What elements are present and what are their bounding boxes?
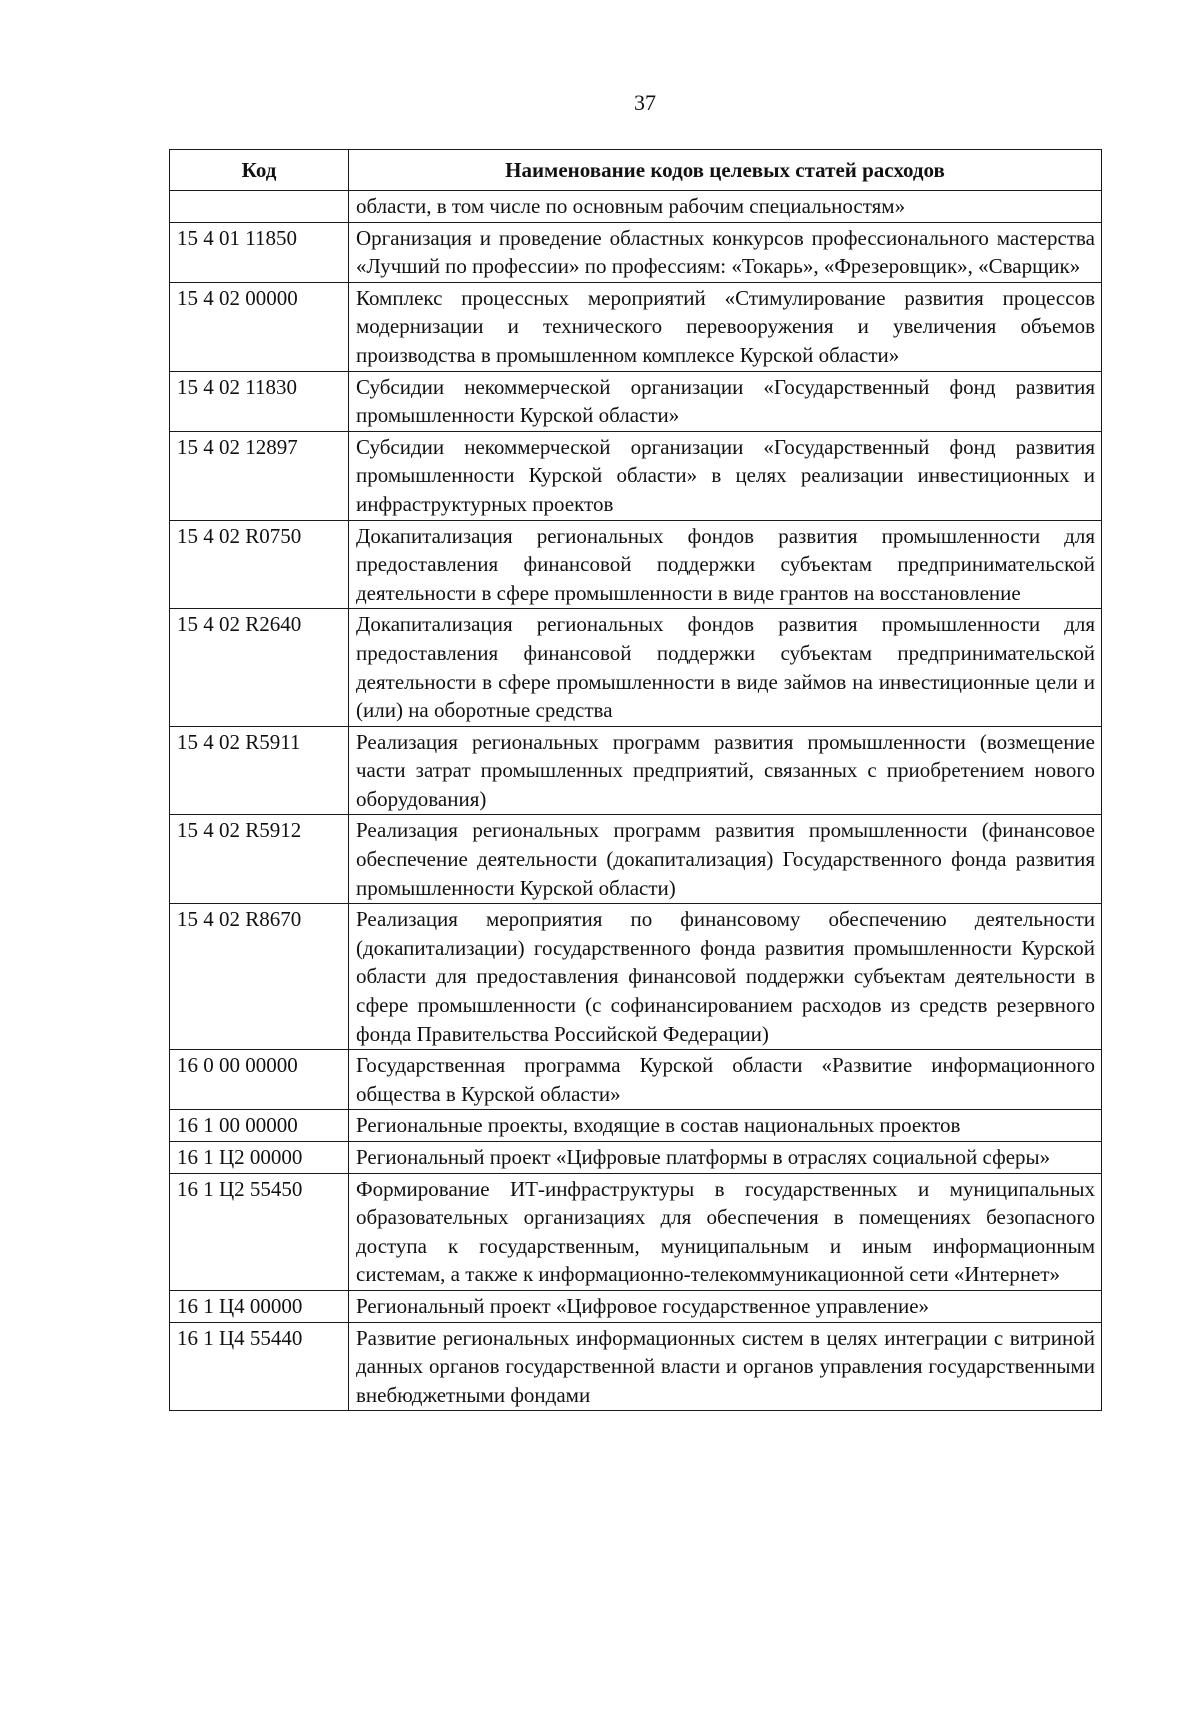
row-code: 16 0 00 00000 bbox=[170, 1050, 349, 1110]
row-name: Государственная программа Курской области «Развитие информационного общества в Курской области» bbox=[349, 1050, 1102, 1110]
row-name: Субсидии некоммерческой организации «Государственный фонд развития промышленности Курской области» bbox=[349, 371, 1102, 431]
row-code: 15 4 01 11850 bbox=[170, 222, 349, 282]
table-row bbox=[170, 431, 1102, 520]
row-name: Реализация региональных программ развития промышленности (финансовое обеспечение деятельности (докапитализация) Государственного фонда развития промышленности Курской области) bbox=[349, 815, 1102, 904]
row-name: Региональный проект «Цифровые платформы в отраслях социальной сферы» bbox=[349, 1142, 1102, 1174]
row-name: Комплекс процессных мероприятий «Стимулирование развития процессов модернизации и технического перевооружения и увеличения объемов производства в промышленном комплексе Курской области» bbox=[349, 282, 1102, 371]
row-name: Организация и проведение областных конкурсов профессионального мастерства «Лучший по профессии» по профессиям: «Токарь», «Фрезеровщик», «Сварщик» bbox=[349, 222, 1102, 282]
row-code: 15 4 02 R2640 bbox=[170, 609, 349, 726]
row-code bbox=[170, 191, 349, 223]
table-row bbox=[170, 1050, 1102, 1110]
row-code: 16 1 Ц4 55440 bbox=[170, 1322, 349, 1411]
target-expense-codes-table bbox=[169, 149, 1102, 1411]
row-code: 15 4 02 R5912 bbox=[170, 815, 349, 904]
code-column-header: Код bbox=[170, 150, 349, 191]
table-row bbox=[170, 1142, 1102, 1174]
page-number: 37 bbox=[634, 90, 656, 115]
row-code: 15 4 02 R0750 bbox=[170, 520, 349, 609]
row-code: 15 4 02 12897 bbox=[170, 431, 349, 520]
table-row bbox=[170, 609, 1102, 726]
row-code: 15 4 02 R5911 bbox=[170, 726, 349, 815]
row-name: Развитие региональных информационных систем в целях интеграции с витриной данных органов государственной власти и органов управления государственными внебюджетными фондами bbox=[349, 1322, 1102, 1411]
row-name: Субсидии некоммерческой организации «Государственный фонд развития промышленности Курской области» в целях реализации инвестиционных и инфраструктурных проектов bbox=[349, 431, 1102, 520]
row-name: Докапитализация региональных фондов развития промышленности для предоставления финансовой поддержки субъектам предпринимательской деятельности в сфере промышленности в виде грантов на восстановление bbox=[349, 520, 1102, 609]
name-column-header: Наименование кодов целевых статей расходов bbox=[349, 150, 1102, 191]
table-row bbox=[170, 1322, 1102, 1411]
row-name: Региональные проекты, входящие в состав национальных проектов bbox=[349, 1110, 1102, 1142]
row-name: Реализация региональных программ развития промышленности (возмещение части затрат промышленных предприятий, связанных с приобретением нового оборудования) bbox=[349, 726, 1102, 815]
row-code: 15 4 02 11830 bbox=[170, 371, 349, 431]
row-name: Реализация мероприятия по финансовому обеспечению деятельности (докапитализации) государственного фонда развития промышленности Курской области для предоставления финансовой поддержки субъектам деятельности в сфере промышленности (с софинансированием расходов из средств резервного фонда Правительства Российской Федерации) bbox=[349, 904, 1102, 1050]
row-code: 16 1 00 00000 bbox=[170, 1110, 349, 1142]
row-name: Региональный проект «Цифровое государственное управление» bbox=[349, 1290, 1102, 1322]
table-row bbox=[170, 904, 1102, 1050]
row-name: Формирование ИТ-инфраструктуры в государственных и муниципальных образовательных организациях для обеспечения в помещениях безопасного доступа к государственным, муниципальным и иным информационным системам, а также к информационно-телекоммуникационной сети «Интернет» bbox=[349, 1173, 1102, 1290]
table-row bbox=[170, 222, 1102, 282]
row-name: области, в том числе по основным рабочим специальностям» bbox=[349, 191, 1102, 223]
header-row bbox=[170, 150, 1102, 191]
row-code: 16 1 Ц4 00000 bbox=[170, 1290, 349, 1322]
table-row bbox=[170, 191, 1102, 223]
table-row bbox=[170, 520, 1102, 609]
table-row bbox=[170, 282, 1102, 371]
table-row bbox=[170, 1173, 1102, 1290]
table-header bbox=[170, 150, 1102, 191]
row-code: 16 1 Ц2 55450 bbox=[170, 1173, 349, 1290]
table-row bbox=[170, 815, 1102, 904]
row-name: Докапитализация региональных фондов развития промышленности для предоставления финансовой поддержки субъектам предпринимательской деятельности в сфере промышленности в виде займов на инвестиционные цели и (или) на оборотные средства bbox=[349, 609, 1102, 726]
row-code: 15 4 02 R8670 bbox=[170, 904, 349, 1050]
table-row bbox=[170, 371, 1102, 431]
table-row bbox=[170, 1290, 1102, 1322]
table-body bbox=[170, 191, 1102, 1411]
row-code: 16 1 Ц2 00000 bbox=[170, 1142, 349, 1174]
row-code: 15 4 02 00000 bbox=[170, 282, 349, 371]
table-row bbox=[170, 1110, 1102, 1142]
table-row bbox=[170, 726, 1102, 815]
